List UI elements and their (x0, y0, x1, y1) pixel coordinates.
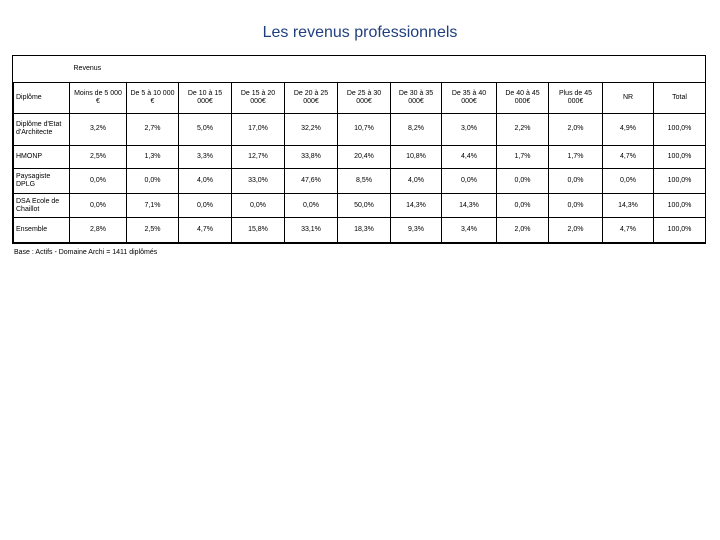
row-header-diplome: Diplôme (14, 82, 70, 113)
table-cell: 10,8% (391, 146, 442, 168)
table-cell: 0,0% (127, 168, 179, 193)
table-row (14, 113, 706, 146)
column-header: Moins de 5 000 € (70, 82, 127, 113)
column-header: De 35 à 40 000€ (442, 82, 497, 113)
table-cell: 4,7% (603, 218, 654, 243)
table-cell: 14,3% (603, 194, 654, 218)
table-cell: 0,0% (442, 168, 497, 193)
footnote: Base : Actifs - Domaine Archi = 1411 diplômés (14, 249, 158, 256)
row-label: HMONP (14, 146, 70, 168)
table-row (14, 218, 706, 243)
table-cell: 4,0% (391, 168, 442, 193)
table-cell: 14,3% (442, 194, 497, 218)
table-cell: 0,0% (549, 194, 603, 218)
table-cell: 3,2% (70, 113, 127, 146)
table-row (14, 168, 706, 193)
row-label: Ensemble (14, 218, 70, 243)
table-cell: 4,7% (603, 146, 654, 168)
table-cell: 2,0% (549, 113, 603, 146)
table-cell: 3,3% (179, 146, 232, 168)
table-cell: 2,0% (549, 218, 603, 243)
table-cell: 2,8% (70, 218, 127, 243)
table-cell: 100,0% (654, 168, 706, 193)
table-cell: 17,0% (232, 113, 285, 146)
table-cell: 4,7% (179, 218, 232, 243)
group-header-row (14, 56, 706, 82)
table-cell: 1,7% (497, 146, 549, 168)
table-cell: 14,3% (391, 194, 442, 218)
table-cell: 7,1% (127, 194, 179, 218)
table-cell: 50,0% (338, 194, 391, 218)
table-cell: 0,0% (549, 168, 603, 193)
table-cell: 0,0% (285, 194, 338, 218)
table-cell: 0,0% (179, 194, 232, 218)
group-header-revenus: Revenus (70, 56, 706, 82)
table-cell: 1,7% (549, 146, 603, 168)
table-cell: 33,0% (232, 168, 285, 193)
row-label: DSA Ecole de Chaillot (14, 194, 70, 218)
table-cell: 100,0% (654, 218, 706, 243)
table-cell: 5,0% (179, 113, 232, 146)
table-row (14, 146, 706, 168)
row-label: Diplôme d'Etat d'Architecte (14, 113, 70, 146)
table-cell: 2,7% (127, 113, 179, 146)
slide-title: Les revenus professionnels (262, 24, 458, 41)
row-label: Paysagiste DPLG (14, 168, 70, 193)
column-header: De 40 à 45 000€ (497, 82, 549, 113)
table-cell: 12,7% (232, 146, 285, 168)
column-header: De 10 à 15 000€ (179, 82, 232, 113)
column-header: De 20 à 25 000€ (285, 82, 338, 113)
table-cell: 100,0% (654, 113, 706, 146)
table-cell: 33,1% (285, 218, 338, 243)
table-cell: 20,4% (338, 146, 391, 168)
table-cell: 4,0% (179, 168, 232, 193)
table-cell: 4,9% (603, 113, 654, 146)
column-header: De 30 à 35 000€ (391, 82, 442, 113)
column-header: De 15 à 20 000€ (232, 82, 285, 113)
table-cell: 0,0% (70, 168, 127, 193)
table-cell: 10,7% (338, 113, 391, 146)
table-row (14, 194, 706, 218)
table-cell: 33,8% (285, 146, 338, 168)
table-cell: 4,4% (442, 146, 497, 168)
column-header: Plus de 45 000€ (549, 82, 603, 113)
table-cell: 1,3% (127, 146, 179, 168)
table-cell: 15,8% (232, 218, 285, 243)
table-cell: 0,0% (70, 194, 127, 218)
table-cell: 8,2% (391, 113, 442, 146)
empty-corner-cell (14, 56, 70, 82)
table-cell: 0,0% (497, 194, 549, 218)
revenue-table-frame (12, 55, 706, 244)
table-cell: 0,0% (603, 168, 654, 193)
revenue-table (13, 56, 706, 243)
column-header: NR (603, 82, 654, 113)
table-cell: 8,5% (338, 168, 391, 193)
column-header: De 25 à 30 000€ (338, 82, 391, 113)
column-header: Total (654, 82, 706, 113)
table-cell: 9,3% (391, 218, 442, 243)
table-cell: 0,0% (232, 194, 285, 218)
table-cell: 2,2% (497, 113, 549, 146)
table-cell: 32,2% (285, 113, 338, 146)
table-cell: 3,0% (442, 113, 497, 146)
table-cell: 0,0% (497, 168, 549, 193)
table-cell: 100,0% (654, 194, 706, 218)
column-header-row (14, 82, 706, 113)
table-cell: 100,0% (654, 146, 706, 168)
table-cell: 18,3% (338, 218, 391, 243)
table-cell: 2,5% (70, 146, 127, 168)
table-cell: 2,5% (127, 218, 179, 243)
column-header: De 5 à 10 000 € (127, 82, 179, 113)
table-cell: 2,0% (497, 218, 549, 243)
table-cell: 47,6% (285, 168, 338, 193)
table-cell: 3,4% (442, 218, 497, 243)
